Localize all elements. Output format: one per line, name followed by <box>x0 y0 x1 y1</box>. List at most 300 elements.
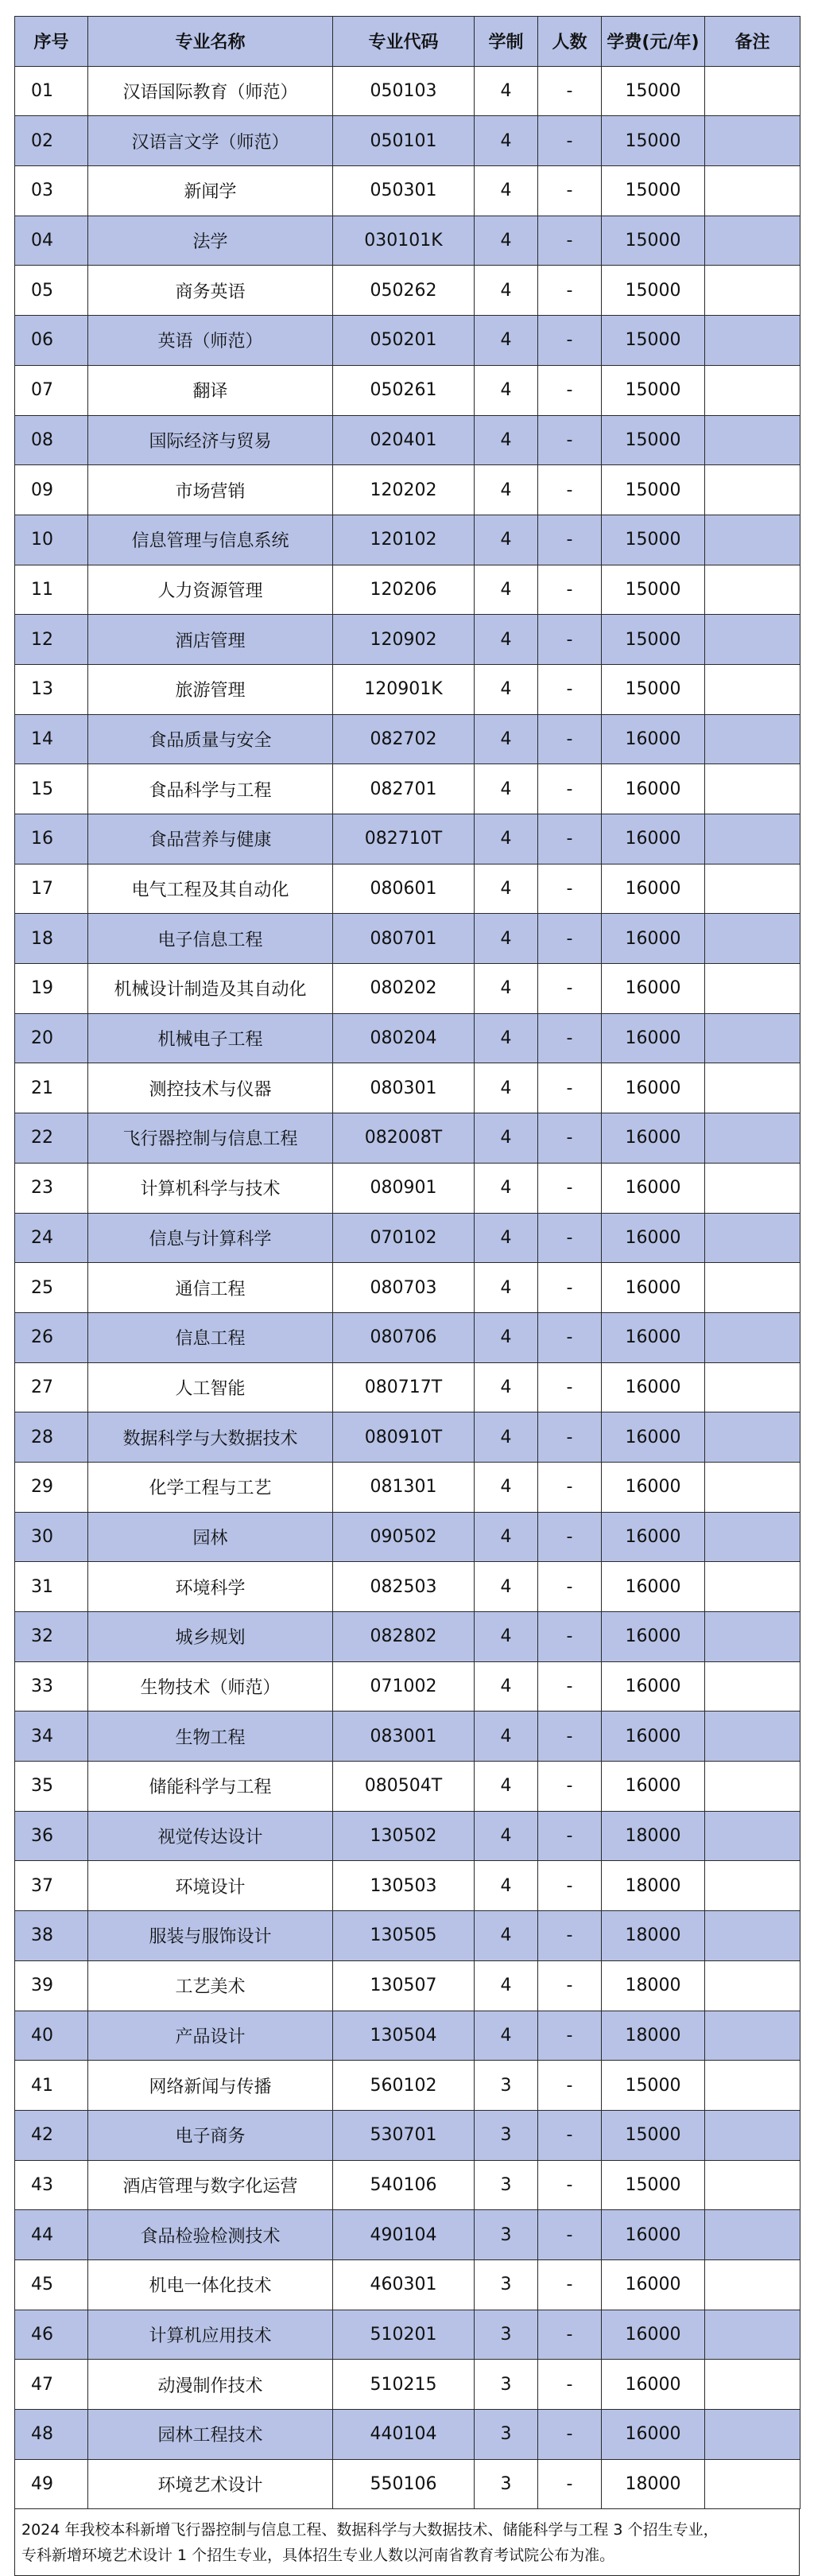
cell-index: 06 <box>15 316 88 366</box>
table-row <box>15 2410 800 2460</box>
cell-major-code: 440104 <box>333 2410 475 2460</box>
cell-tuition: 15000 <box>602 415 705 465</box>
cell-remarks <box>705 316 800 366</box>
cell-major-code: 130502 <box>333 1811 475 1861</box>
cell-index: 29 <box>15 1462 88 1512</box>
cell-duration: 4 <box>475 166 538 216</box>
cell-tuition: 15000 <box>602 365 705 415</box>
cell-duration: 4 <box>475 664 538 714</box>
cell-count: - <box>538 1213 602 1263</box>
cell-major-code: 083001 <box>333 1712 475 1762</box>
cell-index: 11 <box>15 565 88 615</box>
cell-duration: 4 <box>475 1013 538 1063</box>
table-row <box>15 1013 800 1063</box>
cell-tuition: 16000 <box>602 2410 705 2460</box>
cell-duration: 3 <box>475 2310 538 2360</box>
cell-major-code: 082503 <box>333 1562 475 1612</box>
cell-remarks <box>705 664 800 714</box>
cell-remarks <box>705 1661 800 1712</box>
table-row <box>15 515 800 565</box>
cell-remarks <box>705 2160 800 2210</box>
table-row <box>15 914 800 964</box>
cell-major-code: 510201 <box>333 2310 475 2360</box>
cell-duration: 4 <box>475 1960 538 2011</box>
cell-tuition: 15000 <box>602 465 705 515</box>
cell-duration: 4 <box>475 66 538 116</box>
cell-index: 17 <box>15 864 88 914</box>
cell-duration: 4 <box>475 1163 538 1213</box>
cell-tuition: 16000 <box>602 1661 705 1712</box>
cell-major-name: 电子商务 <box>88 2110 333 2160</box>
cell-major-code: 120202 <box>333 465 475 515</box>
cell-major-code: 080703 <box>333 1263 475 1313</box>
table-row <box>15 1312 800 1362</box>
cell-tuition: 16000 <box>602 714 705 764</box>
cell-remarks <box>705 565 800 615</box>
cell-count: - <box>538 465 602 515</box>
cell-remarks <box>705 1861 800 1911</box>
table-row <box>15 2360 800 2410</box>
cell-index: 35 <box>15 1762 88 1812</box>
cell-major-code: 050262 <box>333 266 475 316</box>
cell-major-code: 510215 <box>333 2360 475 2410</box>
cell-remarks <box>705 116 800 166</box>
cell-major-code: 550106 <box>333 2459 475 2509</box>
cell-tuition: 15000 <box>602 216 705 266</box>
document <box>14 16 800 2576</box>
cell-major-name: 信息管理与信息系统 <box>88 515 333 565</box>
cell-remarks <box>705 964 800 1014</box>
cell-duration: 4 <box>475 515 538 565</box>
table-row <box>15 1762 800 1812</box>
cell-major-code: 080717T <box>333 1362 475 1412</box>
cell-index: 12 <box>15 615 88 665</box>
cell-count: - <box>538 66 602 116</box>
cell-index: 15 <box>15 764 88 814</box>
cell-count: - <box>538 266 602 316</box>
cell-major-code: 030101K <box>333 216 475 266</box>
cell-count: - <box>538 814 602 864</box>
header-tuition: 学费(元/年) <box>602 17 705 67</box>
cell-remarks <box>705 66 800 116</box>
cell-count: - <box>538 1861 602 1911</box>
cell-major-code: 540106 <box>333 2160 475 2210</box>
cell-major-name: 机械电子工程 <box>88 1013 333 1063</box>
cell-remarks <box>705 2011 800 2061</box>
cell-tuition: 16000 <box>602 1013 705 1063</box>
cell-major-name: 数据科学与大数据技术 <box>88 1412 333 1463</box>
cell-major-name: 商务英语 <box>88 266 333 316</box>
cell-major-name: 机械设计制造及其自动化 <box>88 964 333 1014</box>
cell-duration: 4 <box>475 2011 538 2061</box>
cell-tuition: 15000 <box>602 615 705 665</box>
cell-count: - <box>538 565 602 615</box>
table-row <box>15 266 800 316</box>
cell-remarks <box>705 365 800 415</box>
cell-major-name: 英语（师范） <box>88 316 333 366</box>
header-major-name: 专业名称 <box>88 17 333 67</box>
cell-major-name: 电气工程及其自动化 <box>88 864 333 914</box>
cell-major-name: 新闻学 <box>88 166 333 216</box>
cell-tuition: 16000 <box>602 1712 705 1762</box>
cell-count: - <box>538 365 602 415</box>
cell-major-name: 国际经济与贸易 <box>88 415 333 465</box>
cell-count: - <box>538 1960 602 2011</box>
cell-index: 34 <box>15 1712 88 1762</box>
cell-count: - <box>538 1362 602 1412</box>
table-row <box>15 2259 800 2310</box>
cell-remarks <box>705 2459 800 2509</box>
cell-index: 07 <box>15 365 88 415</box>
cell-index: 02 <box>15 116 88 166</box>
cell-duration: 4 <box>475 1362 538 1412</box>
cell-major-name: 园林 <box>88 1512 333 1562</box>
cell-remarks <box>705 1213 800 1263</box>
cell-major-code: 080706 <box>333 1312 475 1362</box>
table-row <box>15 1213 800 1263</box>
cell-duration: 4 <box>475 1811 538 1861</box>
cell-tuition: 18000 <box>602 1911 705 1961</box>
cell-duration: 4 <box>475 365 538 415</box>
cell-index: 30 <box>15 1512 88 1562</box>
cell-remarks <box>705 814 800 864</box>
cell-tuition: 16000 <box>602 2310 705 2360</box>
cell-duration: 4 <box>475 814 538 864</box>
cell-duration: 4 <box>475 1661 538 1712</box>
cell-major-name: 信息工程 <box>88 1312 333 1362</box>
cell-index: 32 <box>15 1612 88 1662</box>
cell-tuition: 18000 <box>602 1861 705 1911</box>
cell-major-name: 动漫制作技术 <box>88 2360 333 2410</box>
cell-major-code: 020401 <box>333 415 475 465</box>
table-row <box>15 814 800 864</box>
cell-duration: 4 <box>475 415 538 465</box>
cell-duration: 4 <box>475 1312 538 1362</box>
cell-major-name: 人力资源管理 <box>88 565 333 615</box>
cell-remarks <box>705 1512 800 1562</box>
cell-count: - <box>538 2459 602 2509</box>
cell-index: 37 <box>15 1861 88 1911</box>
cell-tuition: 18000 <box>602 1960 705 2011</box>
cell-tuition: 15000 <box>602 266 705 316</box>
cell-major-code: 050103 <box>333 66 475 116</box>
cell-count: - <box>538 1512 602 1562</box>
cell-major-name: 旅游管理 <box>88 664 333 714</box>
cell-index: 09 <box>15 465 88 515</box>
cell-duration: 4 <box>475 1213 538 1263</box>
cell-index: 05 <box>15 266 88 316</box>
cell-tuition: 15000 <box>602 2061 705 2111</box>
cell-remarks <box>705 1712 800 1762</box>
cell-duration: 4 <box>475 1712 538 1762</box>
cell-remarks <box>705 1811 800 1861</box>
cell-tuition: 16000 <box>602 814 705 864</box>
cell-tuition: 16000 <box>602 764 705 814</box>
cell-count: - <box>538 316 602 366</box>
cell-tuition: 16000 <box>602 1063 705 1113</box>
cell-major-name: 法学 <box>88 216 333 266</box>
cell-major-code: 120902 <box>333 615 475 665</box>
cell-remarks <box>705 714 800 764</box>
table-row <box>15 864 800 914</box>
cell-remarks <box>705 1312 800 1362</box>
cell-tuition: 16000 <box>602 964 705 1014</box>
cell-major-code: 071002 <box>333 1661 475 1712</box>
cell-tuition: 16000 <box>602 1163 705 1213</box>
table-header <box>15 17 800 67</box>
table-row <box>15 316 800 366</box>
cell-count: - <box>538 2011 602 2061</box>
table-row <box>15 1063 800 1113</box>
cell-count: - <box>538 2210 602 2260</box>
cell-count: - <box>538 1911 602 1961</box>
cell-major-name: 生物工程 <box>88 1712 333 1762</box>
cell-index: 38 <box>15 1911 88 1961</box>
cell-index: 36 <box>15 1811 88 1861</box>
cell-major-code: 130503 <box>333 1861 475 1911</box>
table-row <box>15 764 800 814</box>
table-row <box>15 1412 800 1463</box>
cell-tuition: 15000 <box>602 565 705 615</box>
cell-major-name: 生物技术（师范） <box>88 1661 333 1712</box>
cell-remarks <box>705 1013 800 1063</box>
cell-major-name: 汉语国际教育（师范） <box>88 66 333 116</box>
cell-tuition: 15000 <box>602 664 705 714</box>
cell-major-name: 人工智能 <box>88 1362 333 1412</box>
cell-index: 27 <box>15 1362 88 1412</box>
cell-remarks <box>705 515 800 565</box>
cell-tuition: 15000 <box>602 66 705 116</box>
cell-count: - <box>538 2360 602 2410</box>
cell-major-name: 食品检验检测技术 <box>88 2210 333 2260</box>
cell-count: - <box>538 2110 602 2160</box>
cell-count: - <box>538 2061 602 2111</box>
cell-major-code: 130507 <box>333 1960 475 2011</box>
cell-major-name: 园林工程技术 <box>88 2410 333 2460</box>
table-row <box>15 1113 800 1164</box>
header-count: 人数 <box>538 17 602 67</box>
cell-duration: 4 <box>475 266 538 316</box>
cell-major-name: 产品设计 <box>88 2011 333 2061</box>
cell-remarks <box>705 266 800 316</box>
cell-major-name: 服装与服饰设计 <box>88 1911 333 1961</box>
cell-duration: 4 <box>475 565 538 615</box>
cell-remarks <box>705 415 800 465</box>
cell-major-name: 汉语言文学（师范） <box>88 116 333 166</box>
cell-index: 31 <box>15 1562 88 1612</box>
cell-index: 03 <box>15 166 88 216</box>
cell-duration: 4 <box>475 316 538 366</box>
cell-duration: 4 <box>475 1462 538 1512</box>
cell-index: 47 <box>15 2360 88 2410</box>
cell-duration: 4 <box>475 116 538 166</box>
table-row <box>15 2061 800 2111</box>
table-row <box>15 1512 800 1562</box>
cell-count: - <box>538 914 602 964</box>
cell-tuition: 15000 <box>602 2110 705 2160</box>
cell-count: - <box>538 1163 602 1213</box>
cell-duration: 4 <box>475 1861 538 1911</box>
cell-major-code: 070102 <box>333 1213 475 1263</box>
cell-major-code: 120102 <box>333 515 475 565</box>
cell-tuition: 15000 <box>602 166 705 216</box>
cell-duration: 4 <box>475 1263 538 1313</box>
cell-major-name: 市场营销 <box>88 465 333 515</box>
cell-count: - <box>538 415 602 465</box>
table-row <box>15 216 800 266</box>
cell-major-name: 计算机科学与技术 <box>88 1163 333 1213</box>
cell-major-name: 酒店管理 <box>88 615 333 665</box>
table-row <box>15 465 800 515</box>
cell-index: 10 <box>15 515 88 565</box>
cell-duration: 3 <box>475 2259 538 2310</box>
cell-remarks <box>705 1113 800 1164</box>
cell-major-code: 120901K <box>333 664 475 714</box>
cell-index: 24 <box>15 1213 88 1263</box>
cell-index: 49 <box>15 2459 88 2509</box>
cell-index: 18 <box>15 914 88 964</box>
cell-remarks <box>705 1163 800 1213</box>
cell-major-code: 082802 <box>333 1612 475 1662</box>
header-duration: 学制 <box>475 17 538 67</box>
cell-count: - <box>538 1762 602 1812</box>
cell-duration: 4 <box>475 1762 538 1812</box>
cell-duration: 4 <box>475 864 538 914</box>
cell-major-name: 食品质量与安全 <box>88 714 333 764</box>
table-row <box>15 964 800 1014</box>
cell-count: - <box>538 515 602 565</box>
cell-duration: 3 <box>475 2160 538 2210</box>
cell-tuition: 16000 <box>602 2360 705 2410</box>
cell-duration: 4 <box>475 1063 538 1113</box>
cell-index: 41 <box>15 2061 88 2111</box>
table-row <box>15 1861 800 1911</box>
cell-tuition: 16000 <box>602 1562 705 1612</box>
cell-remarks <box>705 2410 800 2460</box>
cell-tuition: 16000 <box>602 1412 705 1463</box>
cell-tuition: 18000 <box>602 1811 705 1861</box>
cell-major-code: 080202 <box>333 964 475 1014</box>
footnote <box>14 2509 800 2576</box>
cell-remarks <box>705 764 800 814</box>
cell-major-code: 080910T <box>333 1412 475 1463</box>
cell-major-name: 视觉传达设计 <box>88 1811 333 1861</box>
cell-count: - <box>538 864 602 914</box>
cell-major-code: 530701 <box>333 2110 475 2160</box>
cell-major-code: 120206 <box>333 565 475 615</box>
cell-index: 46 <box>15 2310 88 2360</box>
cell-duration: 4 <box>475 1911 538 1961</box>
cell-remarks <box>705 1462 800 1512</box>
cell-index: 45 <box>15 2259 88 2310</box>
cell-count: - <box>538 964 602 1014</box>
cell-duration: 4 <box>475 714 538 764</box>
cell-index: 01 <box>15 66 88 116</box>
cell-major-name: 化学工程与工艺 <box>88 1462 333 1512</box>
cell-major-code: 130505 <box>333 1911 475 1961</box>
cell-index: 42 <box>15 2110 88 2160</box>
table-row <box>15 615 800 665</box>
cell-major-name: 计算机应用技术 <box>88 2310 333 2360</box>
cell-remarks <box>705 2259 800 2310</box>
cell-major-code: 080701 <box>333 914 475 964</box>
table-row <box>15 565 800 615</box>
cell-major-name: 环境科学 <box>88 1562 333 1612</box>
cell-tuition: 16000 <box>602 1312 705 1362</box>
cell-major-code: 490104 <box>333 2210 475 2260</box>
cell-tuition: 16000 <box>602 1113 705 1164</box>
cell-count: - <box>538 2310 602 2360</box>
cell-duration: 3 <box>475 2110 538 2160</box>
cell-duration: 3 <box>475 2360 538 2410</box>
cell-count: - <box>538 764 602 814</box>
cell-tuition: 16000 <box>602 1512 705 1562</box>
table-row <box>15 1960 800 2011</box>
cell-major-name: 储能科学与工程 <box>88 1762 333 1812</box>
cell-remarks <box>705 1911 800 1961</box>
cell-count: - <box>538 615 602 665</box>
cell-index: 26 <box>15 1312 88 1362</box>
header-index: 序号 <box>15 17 88 67</box>
cell-count: - <box>538 1612 602 1662</box>
table-row <box>15 365 800 415</box>
cell-major-code: 082710T <box>333 814 475 864</box>
cell-count: - <box>538 2259 602 2310</box>
table-row <box>15 1462 800 1512</box>
cell-remarks <box>705 1263 800 1313</box>
table-row <box>15 2459 800 2509</box>
cell-major-code: 130504 <box>333 2011 475 2061</box>
cell-tuition: 15000 <box>602 515 705 565</box>
cell-major-code: 080601 <box>333 864 475 914</box>
cell-tuition: 16000 <box>602 2259 705 2310</box>
cell-tuition: 16000 <box>602 2210 705 2260</box>
cell-remarks <box>705 914 800 964</box>
cell-tuition: 15000 <box>602 2160 705 2210</box>
cell-major-code: 050101 <box>333 116 475 166</box>
table-row <box>15 116 800 166</box>
cell-tuition: 16000 <box>602 1213 705 1263</box>
footnote-line-2: 专科新增环境艺术设计 1 个招生专业，具体招生专业人数以河南省教育考试院公布为准。 <box>21 2547 615 2565</box>
cell-major-code: 460301 <box>333 2259 475 2310</box>
cell-count: - <box>538 2160 602 2210</box>
table-row <box>15 1562 800 1612</box>
footnote-line-1: 2024 年我校本科新增飞行器控制与信息工程、数据科学与大数据技术、储能科学与工程 3 个招生专业， <box>21 2521 719 2539</box>
cell-remarks <box>705 2310 800 2360</box>
cell-remarks <box>705 1762 800 1812</box>
cell-index: 23 <box>15 1163 88 1213</box>
cell-major-code: 082702 <box>333 714 475 764</box>
cell-major-name: 机电一体化技术 <box>88 2259 333 2310</box>
cell-tuition: 16000 <box>602 1612 705 1662</box>
cell-major-name: 环境艺术设计 <box>88 2459 333 2509</box>
cell-index: 43 <box>15 2160 88 2210</box>
cell-major-name: 食品科学与工程 <box>88 764 333 814</box>
cell-duration: 4 <box>475 216 538 266</box>
cell-tuition: 16000 <box>602 1263 705 1313</box>
cell-major-name: 电子信息工程 <box>88 914 333 964</box>
cell-index: 20 <box>15 1013 88 1063</box>
cell-count: - <box>538 664 602 714</box>
cell-index: 28 <box>15 1412 88 1463</box>
cell-tuition: 16000 <box>602 1462 705 1512</box>
cell-remarks <box>705 1562 800 1612</box>
cell-major-name: 飞行器控制与信息工程 <box>88 1113 333 1164</box>
cell-index: 44 <box>15 2210 88 2260</box>
cell-tuition: 16000 <box>602 864 705 914</box>
cell-major-code: 080504T <box>333 1762 475 1812</box>
table-row <box>15 66 800 116</box>
